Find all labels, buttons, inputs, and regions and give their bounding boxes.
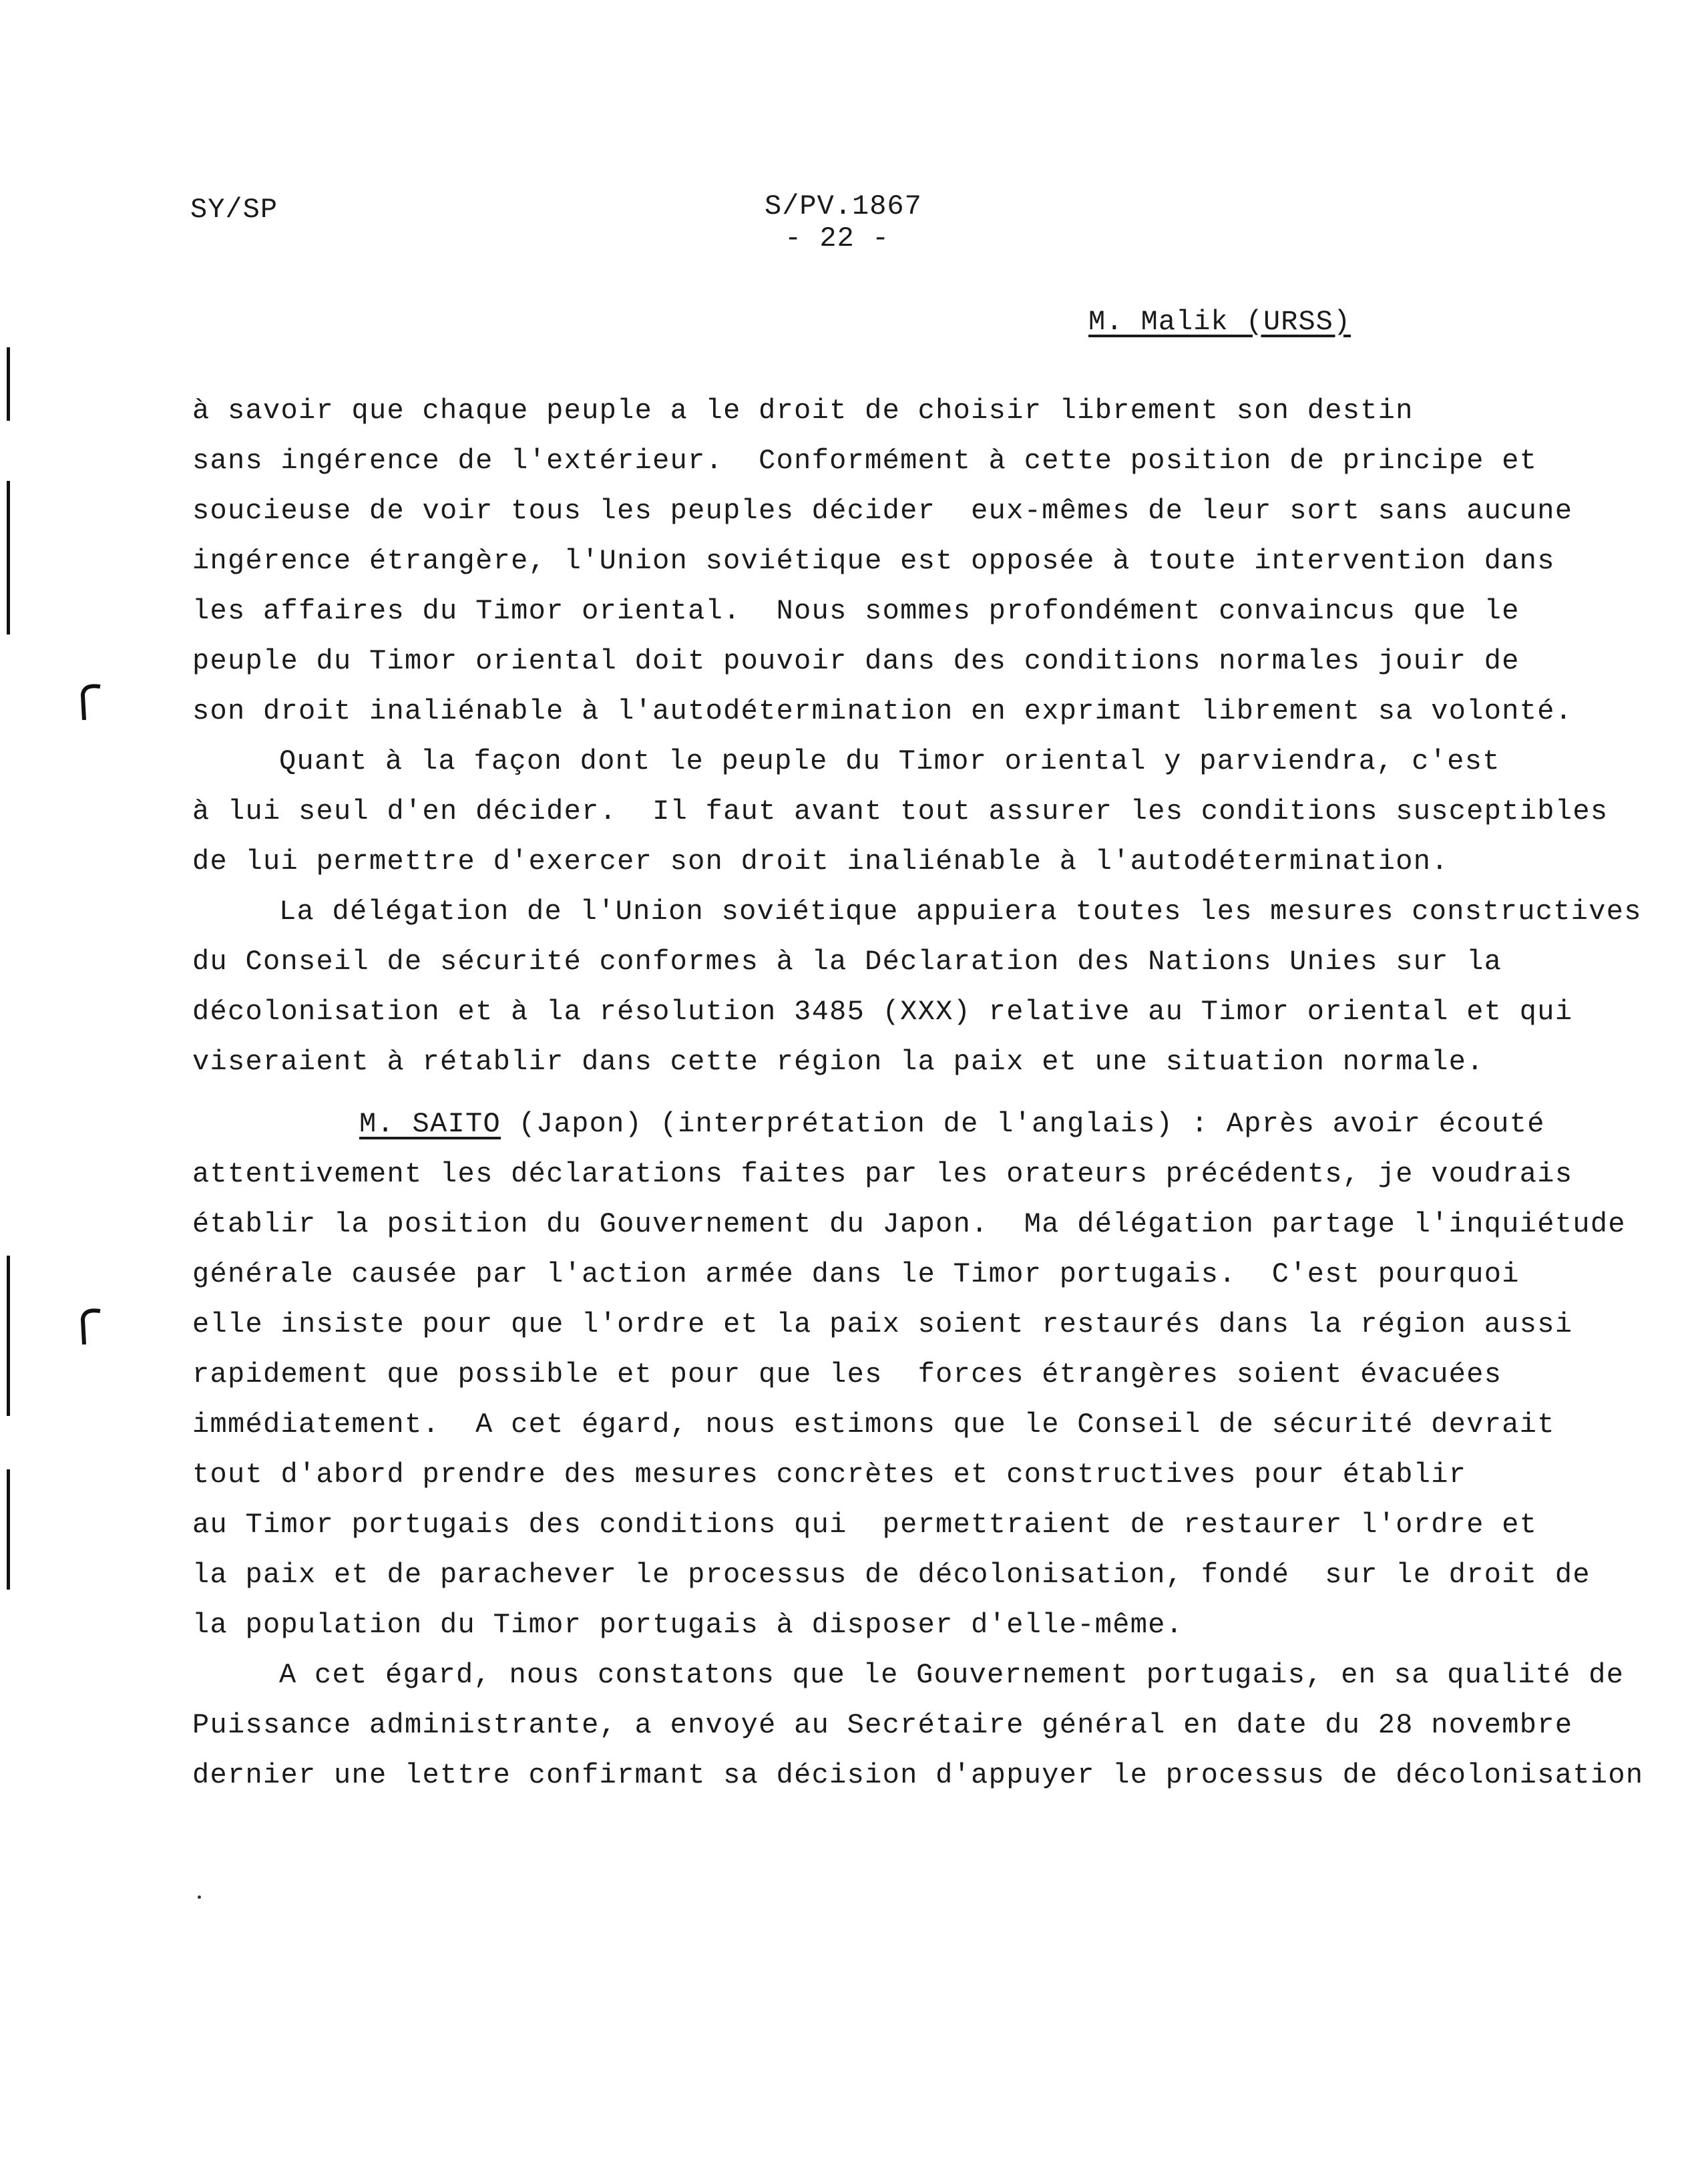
speaker-heading: M. Malik (URSS) [1088,306,1351,338]
text-line: les affaires du Timor oriental. Nous sommes profondément convaincus que le [192,595,1520,627]
text-line: dernier une lettre confirmant sa décision d'appuyer le processus de décolonisation [192,1759,1644,1791]
text-line: peuple du Timor oriental doit pouvoir dans des conditions normales jouir de [192,645,1520,677]
text-line: décolonisation et à la résolution 3485 (XXX) relative au Timor oriental et qui [192,996,1573,1028]
text-line: générale causée par l'action armée dans le Timor portugais. C'est pourquoi [192,1258,1520,1290]
text-line: La délégation de l'Union soviétique appuiera toutes les mesures constructives [279,896,1642,928]
text-line: Puissance administrante, a envoyé au Secrétaire général en date du 28 novembre [192,1709,1573,1741]
scan-edge-bar [7,1469,10,1590]
text-line: attentivement les déclarations faites par les orateurs précédents, je voudrais [192,1158,1573,1190]
scan-edge-bar [7,481,10,634]
text-line: Quant à la façon dont le peuple du Timor oriental y parviendra, c'est [279,745,1500,777]
text-line: soucieuse de voir tous les peuples décider eux-mêmes de leur sort sans aucune [192,495,1573,527]
text-line: elle insiste pour que l'ordre et la paix soient restaurés dans la région aussi [192,1308,1573,1340]
scan-edge-bar [7,1256,10,1416]
document-code: S/PV.1867 [765,190,922,222]
text-line: établir la position du Gouvernement du Japon. Ma délégation partage l'inquiétude [192,1208,1626,1240]
text-line: tout d'abord prendre des mesures concrètes et constructives pour établir [192,1459,1467,1491]
paragraph [192,1650,1644,1801]
text-line: la population du Timor portugais à disposer d'elle-même. [192,1609,1184,1641]
text-line: à lui seul d'en décider. Il faut avant tout assurer les conditions susceptibles [192,795,1609,828]
scan-mark [77,681,104,721]
scan-edge-bar [7,347,10,421]
text-line: A cet égard, nous constatons que le Gouvernement portugais, en sa qualité de [279,1659,1625,1691]
text-line: du Conseil de sécurité conformes à la Déclaration des Nations Unies sur la [192,946,1502,978]
page-number: - 22 - [785,222,890,254]
text-line: immédiatement. A cet égard, nous estimons que le Conseil de sécurité devrait [192,1409,1555,1441]
text-line: viseraient à rétablir dans cette région la paix et une situation normale. [192,1046,1484,1078]
paragraph-gap [192,1087,1568,1099]
text-line: au Timor portugais des conditions qui permettraient de restaurer l'ordre et [192,1509,1538,1541]
document-body [192,386,1644,1801]
text-line: sans ingérence de l'extérieur. Conformément à cette position de principe et [192,445,1538,477]
text-line: la paix et de parachever le processus de décolonisation, fondé sur le droit de [192,1559,1591,1591]
text-line [192,1099,1568,1149]
scan-dot [198,1895,201,1899]
speaker-name: M. SAITO [359,1108,501,1140]
paragraph [192,1099,1626,1650]
text-line: son droit inaliénable à l'autodétermination en exprimant librement sa volonté. [192,695,1573,727]
text-line: ingérence étrangère, l'Union soviétique est opposée à toute intervention dans [192,545,1555,577]
scan-mark [77,1306,104,1346]
speaker-line-rest: (Japon) (interprétation de l'anglais) : Après avoir écouté [501,1108,1545,1140]
text-line: rapidement que possible et pour que les forces étrangères soient évacuées [192,1358,1502,1391]
document-symbol-initials: SY/SP [190,194,278,226]
paragraph [192,386,1573,737]
text-line: à savoir que chaque peuple a le droit de choisir librement son destin [192,395,1414,427]
paragraph [192,887,1642,1087]
paragraph [192,737,1609,887]
text-line: de lui permettre d'exercer son droit inaliénable à l'autodétermination. [192,846,1449,878]
